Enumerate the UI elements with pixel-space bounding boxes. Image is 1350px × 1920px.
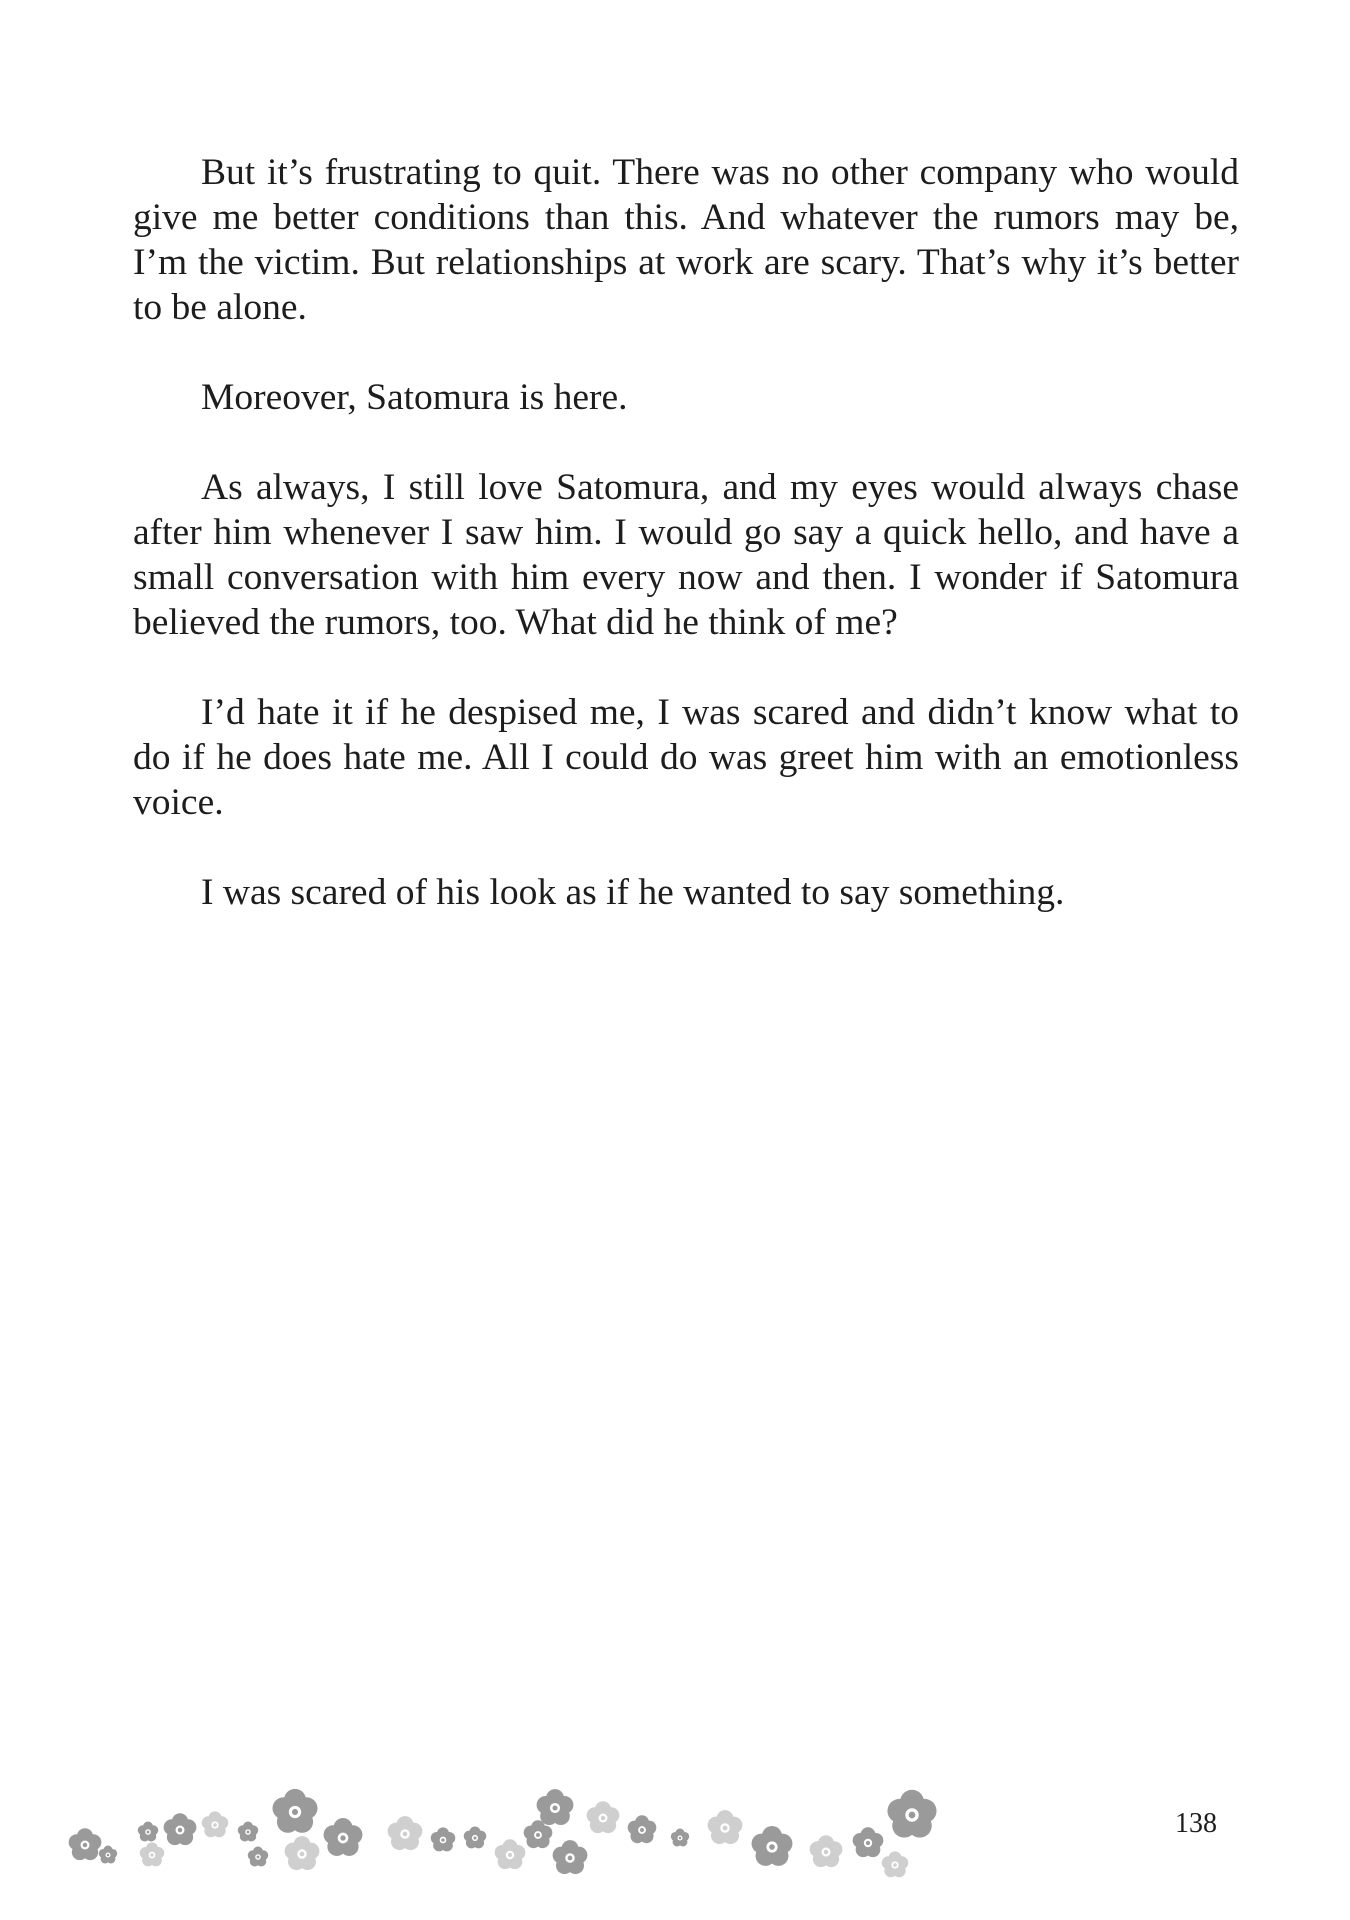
paragraph-2: Moreover, Satomura is here. (201, 377, 628, 418)
flower-icon (324, 1818, 363, 1856)
flower-icon (202, 1811, 229, 1837)
flower-icon (553, 1840, 588, 1874)
flower-icon (140, 1842, 165, 1866)
flower-icon (431, 1827, 456, 1851)
flower-icon (752, 1826, 793, 1866)
flower-icon (853, 1827, 884, 1857)
flower-icon (464, 1826, 487, 1848)
flower-border (60, 1755, 1160, 1895)
flower-icon (882, 1851, 909, 1877)
flower-icon (537, 1789, 574, 1825)
flower-icon (248, 1847, 268, 1867)
flower-icon (69, 1828, 102, 1860)
flower-icon (671, 1829, 689, 1847)
flower-icon (99, 1846, 117, 1864)
body-text (133, 150, 1239, 960)
flower-icon (238, 1822, 258, 1842)
flower-icon (164, 1813, 197, 1845)
paragraph-3: As always, I still love Satomura, and my eyes would always chase after him whenever I saw him. I would go say a quick hello, and have a small conversation with him every now and then. I wonder if Satomura believed the rumors, too. What did he think of me? (133, 467, 1239, 643)
paragraph-5: I was scared of his look as if he wanted to say something. (201, 872, 1065, 913)
flower-icon (810, 1835, 843, 1867)
flower-icon (285, 1836, 320, 1870)
flower-icon (587, 1801, 620, 1833)
paragraph-4: I’d hate it if he despised me, I was scared and didn’t know what to do if he does hate me. All I could do was greet him with an emotionless voice. (133, 692, 1239, 823)
flower-icon (272, 1789, 317, 1833)
flower-icon (887, 1790, 936, 1838)
flower-icon (628, 1815, 657, 1843)
flower-icon (495, 1839, 526, 1869)
paragraph-1: But it’s frustrating to quit. There was no other company who would give me better conditions than this. And whatever the rumors may be, I’m the victim. But relationships at work are scary. That’s why it’s better to be alone. (133, 152, 1239, 328)
page-number: 138 (1175, 1808, 1217, 1839)
flower-icon (138, 1822, 158, 1842)
flower-icon (388, 1816, 423, 1850)
flower-icon (708, 1810, 743, 1844)
